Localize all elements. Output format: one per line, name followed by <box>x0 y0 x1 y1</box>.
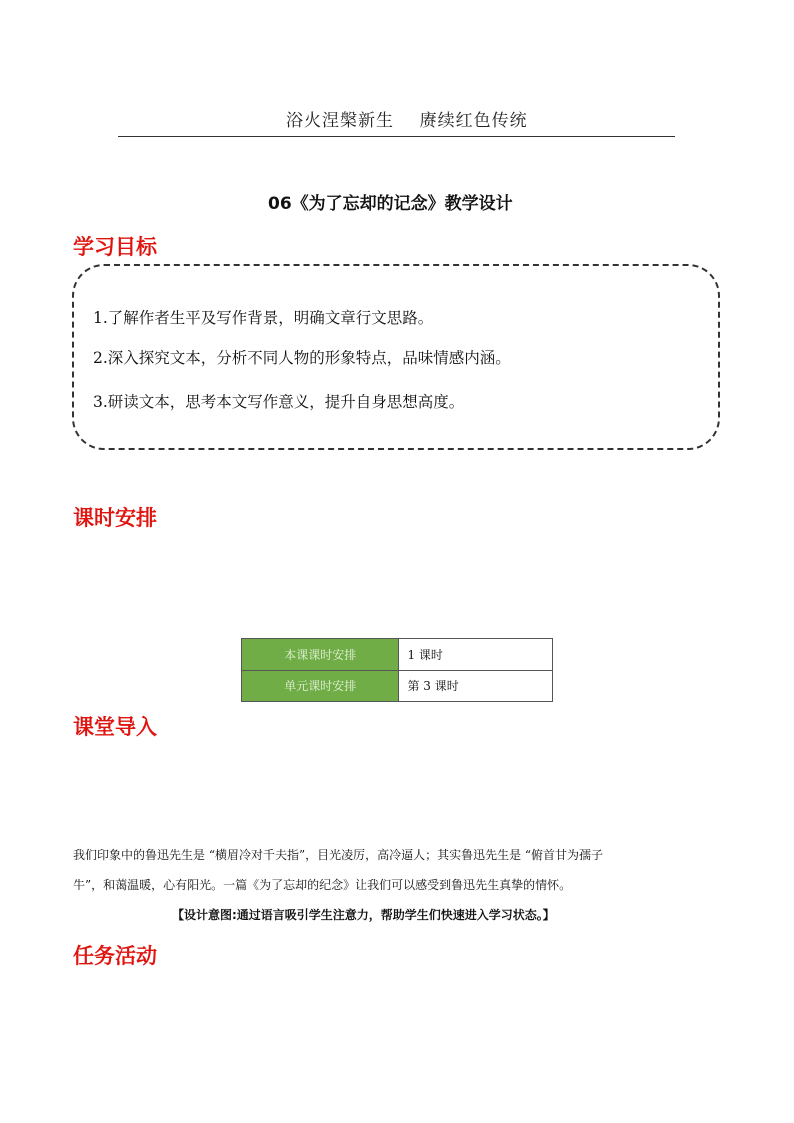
header-motto-part1: 浴火涅槃新生 <box>286 111 394 131</box>
header-motto <box>286 106 528 131</box>
goal-item: 1.了解作者生平及写作背景，明确文章行文思路。 <box>93 309 434 327</box>
design-intent-note: 【设计意图:通过语言吸引学生注意力，帮助学生们快速进入学习状态。】 <box>172 908 555 922</box>
schedule-row-label: 本课课时安排 <box>242 639 399 671</box>
intro-paragraph-line: 牛”，和蔼温暖，心有阳光。一篇《为了忘却的纪念》让我们可以感受到鲁迅先生真挚的情怀。 <box>73 878 572 892</box>
table-row <box>242 670 553 702</box>
schedule-row-value: 1 课时 <box>399 639 553 671</box>
header-divider <box>118 136 675 137</box>
schedule-row-value: 第 3 课时 <box>399 670 553 702</box>
header-motto-part2: 赓续红色传统 <box>419 111 528 131</box>
schedule-row-label: 单元课时安排 <box>242 670 399 702</box>
intro-paragraph-line: 我们印象中的鲁迅先生是 “横眉冷对千夫指”，目光凌厉，高冷逼人；其实鲁迅先生是 “俯首甘为孺子 <box>73 848 604 862</box>
tasks-heading: 任务活动 <box>73 944 157 968</box>
document-title: 06《为了忘却的记念》教学设计 <box>268 194 513 214</box>
schedule-table <box>241 638 553 702</box>
intro-heading: 课堂导入 <box>73 715 157 739</box>
goals-heading: 学习目标 <box>73 235 157 259</box>
table-row <box>242 639 553 671</box>
schedule-heading: 课时安排 <box>73 506 157 530</box>
goal-item: 2.深入探究文本，分析不同人物的形象特点，品味情感内涵。 <box>93 349 511 367</box>
goal-item: 3.研读文本，思考本文写作意义，提升自身思想高度。 <box>93 393 465 411</box>
